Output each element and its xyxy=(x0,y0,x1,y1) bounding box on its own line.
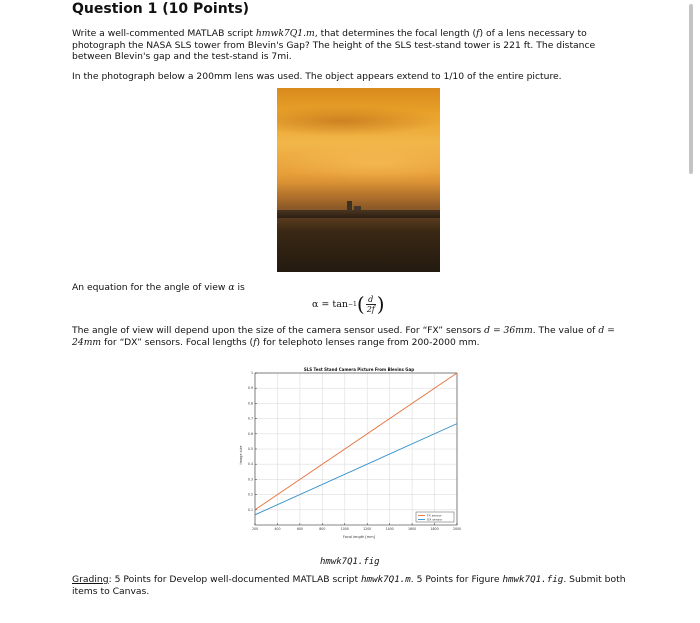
x-tick-label: 2000 xyxy=(452,527,462,531)
x-tick-label: 1000 xyxy=(340,527,349,531)
question-title: Question 1 (10 Points) xyxy=(72,1,250,17)
x-tick-label: 600 xyxy=(296,527,303,531)
paren-close: ) xyxy=(376,292,385,316)
y-tick-label: 0.4 xyxy=(247,462,253,467)
text-run: Write a well-commented MATLAB script xyxy=(72,28,256,39)
text-run: ) for telephoto lenses range from 200-2000 mm. xyxy=(256,336,480,348)
paren-open: ( xyxy=(356,292,365,316)
equation-superscript: −1 xyxy=(348,300,357,308)
text-run: . Submit both items to Canvas. xyxy=(72,574,626,597)
photo-intro: In the photograph below a 200mm lens was used. The object appears extend to 1/10 of the entire picture. xyxy=(72,71,562,82)
photo-cloud xyxy=(277,143,440,183)
fraction-denominator: 2f xyxy=(366,304,375,314)
treeline xyxy=(277,210,440,218)
dx-value: d = 24mm xyxy=(72,325,615,348)
x-tick-label: 200 xyxy=(251,527,259,531)
photo-cloud xyxy=(277,106,440,136)
x-tick-label: 800 xyxy=(319,527,326,531)
y-tick-label: 1 xyxy=(250,371,253,375)
fx-value: d = 36mm xyxy=(484,325,533,336)
chart-svg xyxy=(235,360,467,546)
scrollbar-thumb[interactable] xyxy=(689,4,693,174)
script-filename: hmwk7Q1.m xyxy=(255,28,315,39)
text-run: is xyxy=(234,282,245,293)
legend-label: DX sensor xyxy=(427,517,443,522)
focal-symbol: f xyxy=(476,28,480,39)
script-filename: hmwk7Q1.m xyxy=(361,574,411,585)
grading-note xyxy=(72,574,632,597)
x-tick-label: 1800 xyxy=(430,527,439,531)
y-tick-label: 0.6 xyxy=(247,431,253,436)
y-tick-label: 0.7 xyxy=(247,416,253,421)
text-run: . The value of xyxy=(532,325,599,336)
y-tick-label: 0.3 xyxy=(247,477,253,482)
fraction-numerator: d xyxy=(368,294,374,304)
chart-title: SLS Test Stand Camera Picture From Blevins Gap xyxy=(303,367,415,372)
y-tick-label: 0.8 xyxy=(247,401,253,406)
text-run: : 5 Points for Develop well-documented MATLAB script xyxy=(108,574,361,585)
x-tick-label: 1200 xyxy=(363,527,372,531)
figure-caption: hmwk7Q1.fig xyxy=(320,557,380,567)
legend-label: FX sensor xyxy=(427,513,442,518)
focal-length-chart xyxy=(235,360,467,546)
problem-statement xyxy=(72,28,632,63)
text-run: ) of a lens necessary to photograph the NASA SLS tower from Blevin's Gap? The height of the SLS test-stand tower is 221 ft. The distance between Blevin's gap and the test-stand is 7mi. xyxy=(72,28,596,63)
text-run: An equation for the angle of view xyxy=(72,282,229,293)
text-run: The angle of view will depend upon the size of the camera sensor used. For “FX” sensors xyxy=(72,325,485,336)
figure-filename: hmwk7Q1.fig xyxy=(502,574,564,585)
angle-of-view-equation xyxy=(312,292,385,316)
x-axis-label: Focal length [mm] xyxy=(342,535,376,539)
x-tick-label: 1600 xyxy=(408,527,417,531)
y-tick-label: 0.5 xyxy=(247,447,253,451)
text-run: for “DX” sensors. Focal lengths ( xyxy=(101,336,254,348)
x-tick-label: 400 xyxy=(274,527,281,531)
sls-tower-photo xyxy=(277,88,440,272)
equation-fraction xyxy=(366,295,376,314)
x-tick-label: 1400 xyxy=(385,527,394,531)
y-tick-label: 0.9 xyxy=(247,386,253,391)
focal-symbol: f xyxy=(253,336,257,348)
equation-lhs: α = tan xyxy=(312,298,349,310)
text-run: , that determines the focal length ( xyxy=(314,28,477,39)
sensor-description xyxy=(72,325,632,348)
y-axis-label: Image size xyxy=(239,445,243,465)
text-run: . 5 Points for Figure xyxy=(410,574,503,585)
grading-label: Grading xyxy=(72,574,109,585)
y-tick-label: 0.1 xyxy=(247,507,253,512)
alpha-symbol: α xyxy=(228,282,235,293)
y-tick-label: 0.2 xyxy=(247,492,253,497)
